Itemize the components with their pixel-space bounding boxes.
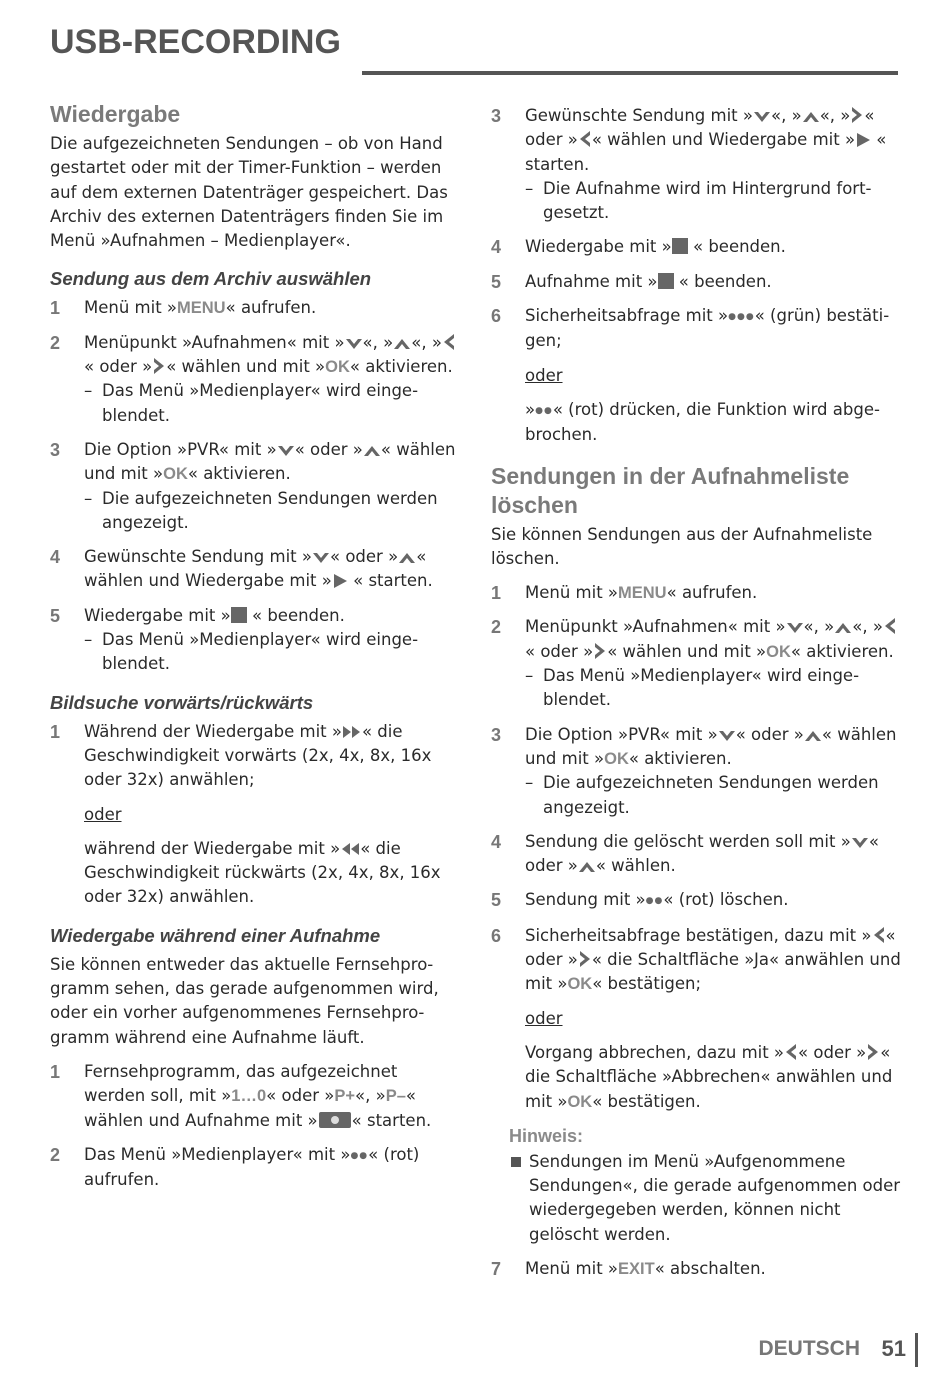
note-title: Hinweis:	[509, 1125, 584, 1146]
step-text: « starten.	[525, 130, 887, 174]
step-number: 1	[50, 298, 61, 319]
oder-label: oder	[525, 365, 563, 385]
page-number: 51	[881, 1336, 906, 1361]
oder-label: oder	[84, 804, 122, 824]
play-icon	[332, 573, 348, 589]
step-2	[491, 615, 901, 712]
step-text: « wählen und mit »	[607, 641, 767, 661]
stop-icon	[658, 273, 674, 289]
down-arrow-icon	[277, 444, 295, 458]
step-text: « starten.	[351, 1110, 432, 1130]
step-text: « aktivieren.	[628, 748, 732, 768]
step-text: « wählen.	[595, 856, 676, 876]
up-arrow-icon	[398, 551, 416, 565]
green-button-icon: ●●●	[728, 312, 755, 323]
step-result: – Die aufgezeichneten Sendungen werden angezeigt.	[525, 773, 879, 817]
oder-label: oder	[525, 1008, 563, 1028]
step-text: Menü mit »	[525, 1258, 619, 1278]
step-text: Sicherheitsabfrage bestätigen, dazu mit »	[525, 925, 872, 945]
page-header	[50, 22, 898, 62]
exit-key: EXIT	[618, 1259, 655, 1278]
step-text: «, »	[411, 332, 442, 352]
left-arrow-icon	[578, 130, 592, 148]
right-arrow-icon	[866, 1043, 880, 1061]
step-3	[491, 104, 901, 225]
step-text: Menüpunkt »Aufnahmen« mit »	[525, 617, 786, 637]
step-text: Menü mit »	[84, 298, 178, 318]
footer-bar	[915, 1333, 918, 1367]
page-footer	[720, 1336, 920, 1368]
step-number: 4	[50, 547, 61, 568]
step-text: «, »	[803, 617, 835, 637]
step-3	[50, 438, 460, 535]
right-arrow-icon	[152, 357, 166, 375]
step-text: « oder »	[294, 439, 363, 459]
down-arrow-icon	[786, 621, 804, 635]
step-text: Vorgang abbrechen, dazu mit »	[525, 1042, 785, 1062]
step-text: « die Schaltfläche »Ja« anwählen und mit »	[525, 950, 901, 994]
step-text: « abschalten.	[654, 1258, 766, 1278]
step-text: « oder »	[525, 831, 879, 876]
step-number: 3	[50, 439, 61, 460]
step-result: – Die Aufnahme wird im Hintergrund fortgesetzt.	[525, 178, 872, 223]
ok-key: OK	[567, 1092, 593, 1111]
note-bullet	[491, 1150, 901, 1247]
alternative-text	[491, 1041, 901, 1114]
step-text: Während der Wiedergabe mit »	[84, 721, 342, 741]
right-arrow-icon	[850, 106, 864, 124]
up-arrow-icon	[393, 337, 411, 351]
result-text: Das Menü »Medienplayer« wird eingeblendet.	[102, 630, 419, 674]
step-text: Menüpunkt »Aufnahmen« mit »	[84, 332, 345, 352]
step-number: 2	[50, 1144, 61, 1165]
play-icon	[855, 132, 871, 148]
red-button-icon: ●●	[535, 405, 553, 416]
right-arrow-icon	[593, 642, 607, 660]
step-4	[491, 235, 901, 259]
step-4	[491, 830, 901, 879]
step-text: Die Option »PVR« mit »	[525, 724, 718, 744]
section-title-loeschen: Sendungen in der Aufnahmeliste löschen	[491, 462, 850, 518]
section-title-wiedergabe: Wiedergabe	[50, 101, 181, 127]
step-text: «, »	[819, 106, 851, 125]
step-text: « starten.	[347, 571, 433, 591]
left-arrow-icon	[784, 1043, 798, 1061]
ok-key: OK	[604, 749, 629, 768]
step-text: « beenden.	[673, 271, 772, 291]
left-arrow-icon	[883, 617, 897, 635]
step-2	[50, 331, 460, 428]
step-text: « oder »	[525, 925, 896, 970]
step-text: « oder »	[525, 641, 594, 661]
step-number: 7	[491, 1258, 502, 1279]
step-text: «, »	[771, 106, 802, 125]
step-text: « die Schaltfläche »Abbrechen« anwählen und mit »	[525, 1042, 893, 1111]
result-text: Das Menü »Medienplayer« wird eingeblendet.	[543, 666, 860, 710]
step-text: « wählen und Wiedergabe mit »	[591, 130, 856, 150]
step-text: Die Option »PVR« mit »	[84, 439, 277, 459]
step-6	[491, 924, 901, 997]
red-button-icon: ●●	[350, 1150, 369, 1161]
subheading-bildsuche: Bildsuche vorwärts/rückwärts	[50, 691, 314, 713]
intro-paragraph: Die aufgezeichneten Sendungen – ob von Hand gestartet oder mit der Timer-Funktion – werden auf dem externen Datenträger gespeichert. Das Archiv des externen Datenträgers finden Sie im Menü »Aufnahmen – Medienplayer«.	[50, 134, 448, 251]
subheading-wiedergabe-aufnahme: Wiedergabe während einer Aufnahme	[50, 924, 381, 946]
left-column	[50, 100, 460, 1202]
step-text: « oder »	[266, 1086, 335, 1106]
step-number: 2	[491, 617, 502, 638]
step-1	[50, 296, 460, 320]
step-text: « beenden.	[687, 237, 786, 257]
step-text: « oder »	[798, 1042, 867, 1062]
step-text: Fernsehprogramm, das aufgezeichnet werden soll, mit »	[84, 1061, 398, 1106]
step-text: « die Geschwindigkeit vorwärts (2x, 4x, 8x, 16x oder 32x) anwählen;	[84, 721, 432, 790]
step-text: « (rot) aufrufen.	[84, 1144, 420, 1190]
left-arrow-icon	[872, 926, 886, 944]
step-2	[50, 1143, 460, 1193]
step-text: « wählen und mit »	[84, 439, 456, 484]
step-text: « wählen und mit »	[166, 357, 326, 377]
down-arrow-icon	[753, 110, 771, 124]
step-number: 1	[50, 1061, 61, 1082]
step-text: « aktivieren.	[790, 641, 894, 661]
menu-key: MENU	[177, 299, 226, 318]
step-text: « aktivieren.	[349, 357, 453, 377]
note-text: Sendungen im Menü »Aufgenommene Sendungen«, die gerade aufgenommen oder wiedergegeben werden, können nicht gelöscht werden.	[529, 1151, 901, 1244]
step-text: « oder »	[525, 106, 875, 150]
step-text: « oder »	[735, 724, 804, 744]
step-text: « aktivieren.	[187, 464, 291, 484]
result-text: Das Menü »Medienplayer« wird eingeblendet.	[102, 381, 419, 425]
step-text: « (rot) drücken, die Funktion wird abgebrochen.	[525, 399, 880, 445]
step-4	[50, 545, 460, 594]
up-arrow-icon	[578, 860, 596, 874]
left-arrow-icon	[442, 333, 456, 351]
step-text: « bestätigen.	[592, 1091, 701, 1111]
step-number: 5	[50, 605, 61, 626]
step-text: Gewünschte Sendung mit »	[84, 547, 312, 567]
step-text: Das Menü »Medienplayer« mit »	[84, 1144, 351, 1164]
step-result: – Die aufgezeichneten Sendungen werden angezeigt.	[84, 488, 438, 532]
step-text: « aufrufen.	[225, 298, 317, 318]
page-title: USB-RECORDING	[50, 23, 341, 61]
step-text: « (rot) löschen.	[663, 890, 789, 910]
step-result: – Das Menü »Medienplayer« wird eingeblendet.	[84, 630, 419, 674]
up-arrow-icon	[802, 110, 820, 124]
step-text: « oder »	[330, 547, 399, 567]
step-number: 1	[491, 583, 502, 604]
red-button-icon: ●●	[645, 896, 664, 907]
loeschen-intro: Sie können Sendungen aus der Aufnahmeliste löschen.	[491, 524, 873, 568]
step-text: « wählen und mit »	[525, 724, 897, 768]
step-text: « wählen und Aufnahme mit »	[84, 1086, 416, 1130]
result-text: Die aufgezeichneten Sendungen werden angezeigt.	[543, 773, 879, 817]
step-text: Sicherheitsabfrage mit »	[525, 306, 729, 326]
down-arrow-icon	[312, 551, 330, 565]
step-6	[491, 304, 901, 354]
step-5	[50, 604, 460, 677]
p-plus-key: P+	[334, 1087, 355, 1106]
ok-key: OK	[567, 975, 593, 994]
step-text: « oder »	[84, 357, 153, 377]
step-number: 3	[491, 106, 502, 126]
step-text: Sendung mit »	[525, 890, 646, 910]
step-text: «, »	[362, 332, 394, 352]
step-7	[491, 1257, 901, 1281]
step-text: Menü mit »	[525, 583, 619, 603]
step-number: 4	[491, 831, 502, 852]
aufnahme-intro: Sie können entweder das aktuelle Fernsehprogramm sehen, das gerade aufgenommen wird, oder ein vorher aufgenommenes Fernsehprogramm während eine Aufnahme läuft.	[50, 954, 439, 1047]
step-number: 4	[491, 237, 502, 258]
step-text: «, »	[355, 1086, 386, 1106]
up-arrow-icon	[834, 621, 852, 635]
step-result: – Das Menü »Medienplayer« wird eingeblendet.	[84, 381, 419, 425]
footer-language: DEUTSCH	[758, 1337, 860, 1360]
subheading-archiv: Sendung aus dem Archiv auswählen	[50, 268, 372, 290]
alternative-text	[491, 398, 901, 448]
step-result: – Das Menü »Medienplayer« wird eingeblendet.	[525, 666, 860, 710]
stop-icon	[231, 607, 247, 623]
step-text: während der Wiedergabe mit »	[84, 838, 341, 858]
step-number: 5	[491, 271, 502, 292]
step-text: « beenden.	[246, 605, 345, 625]
step-number: 5	[491, 890, 502, 911]
step-text: « wählen und Wiedergabe mit »	[84, 547, 427, 591]
right-arrow-icon	[578, 950, 592, 968]
menu-key: MENU	[618, 584, 667, 603]
fast-forward-icon	[342, 724, 362, 740]
step-1	[50, 1060, 460, 1133]
result-text: Die aufgezeichneten Sendungen werden angezeigt.	[102, 488, 438, 532]
step-text: « bestätigen;	[592, 974, 702, 994]
step-number: 6	[491, 306, 502, 327]
right-column	[491, 104, 901, 1291]
step-text: « aufrufen.	[666, 583, 758, 603]
up-arrow-icon	[804, 729, 822, 743]
step-number: 1	[50, 721, 61, 742]
step-1	[491, 581, 901, 605]
step-3	[491, 723, 901, 820]
step-number: 6	[491, 925, 502, 946]
step-1	[50, 720, 460, 793]
number-keys: 1…0	[231, 1087, 267, 1106]
down-arrow-icon	[718, 729, 736, 743]
header-rule	[362, 71, 898, 75]
down-arrow-icon	[345, 337, 363, 351]
ok-key: OK	[766, 642, 791, 661]
rewind-icon	[340, 841, 360, 857]
down-arrow-icon	[851, 836, 869, 850]
record-icon	[318, 1111, 352, 1129]
step-text: Gewünschte Sendung mit »	[525, 106, 753, 125]
alternative-text	[50, 837, 460, 910]
ok-key: OK	[325, 358, 350, 377]
up-arrow-icon	[363, 444, 381, 458]
step-text: Aufnahme mit »	[525, 271, 658, 291]
step-5	[491, 888, 901, 913]
stop-icon	[672, 238, 688, 254]
step-text: »	[525, 399, 536, 419]
square-bullet-icon	[511, 1157, 521, 1167]
ok-key: OK	[163, 465, 188, 484]
step-5	[491, 270, 901, 294]
p-minus-key: P–	[385, 1087, 406, 1106]
step-text: « die Geschwindigkeit rückwärts (2x, 4x, 8x, 16x oder 32x) anwählen.	[84, 838, 441, 907]
result-text: Die Aufnahme wird im Hintergrund fortgesetzt.	[543, 178, 872, 223]
step-text: Sendung die gelöscht werden soll mit »	[525, 831, 851, 851]
step-number: 3	[491, 724, 502, 745]
step-text: «, »	[852, 617, 883, 637]
step-text: Wiedergabe mit »	[525, 237, 672, 257]
step-number: 2	[50, 332, 61, 353]
step-text: « (grün) bestätigen;	[525, 306, 890, 351]
step-text: Wiedergabe mit »	[84, 605, 231, 625]
